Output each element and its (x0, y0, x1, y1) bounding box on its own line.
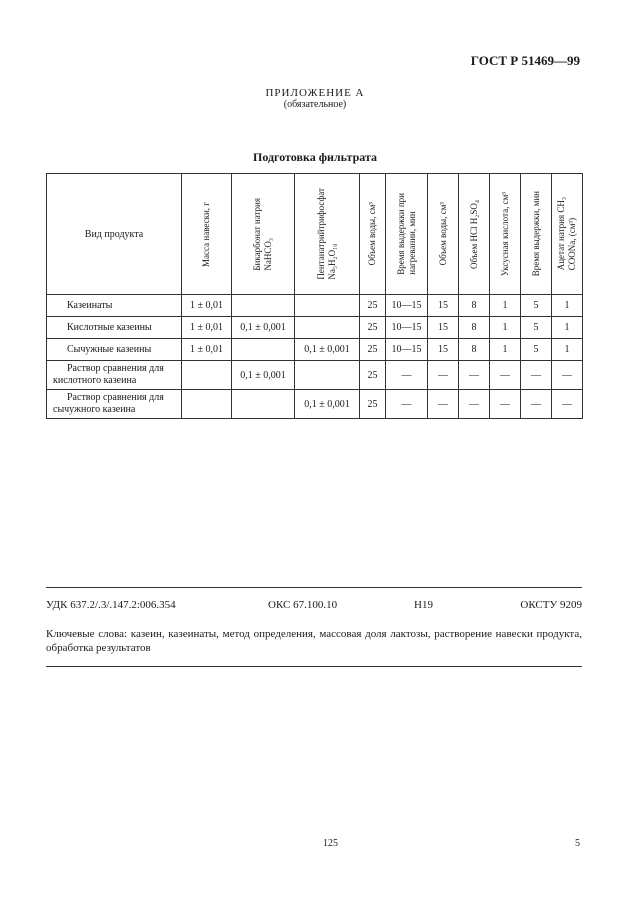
table-cell: 10—15 (386, 317, 428, 339)
table-cell: — (521, 361, 552, 390)
table-cell: 25 (360, 390, 386, 419)
table-row (47, 361, 583, 390)
table-cell: 1 (552, 317, 583, 339)
table-cell (232, 339, 295, 361)
table-cell: 25 (360, 339, 386, 361)
footer-top-rule (46, 587, 582, 588)
table-cell (182, 390, 232, 419)
page-number-center: 125 (323, 838, 338, 849)
table-cell: 0,1 ± 0,001 (295, 339, 360, 361)
row-name: Кислотные казеины (47, 317, 182, 339)
table-cell: — (490, 361, 521, 390)
table-cell: 0,1 ± 0,001 (232, 317, 295, 339)
table-cell: 5 (521, 295, 552, 317)
filtrate-table (46, 173, 583, 419)
table-cell: 1 (490, 339, 521, 361)
header-acid-volume: Объем HCl H₂SO₄ (459, 174, 490, 295)
table-row (47, 390, 583, 419)
table-cell (295, 295, 360, 317)
table-row (47, 339, 583, 361)
table-cell: — (428, 390, 459, 419)
row-name: Раствор сравнения для кислотного казеина (47, 361, 182, 390)
table-cell: 1 (552, 295, 583, 317)
okstu-code: ОКСТУ 9209 (520, 599, 582, 611)
table-cell: — (552, 390, 583, 419)
footer-bottom-rule (46, 666, 582, 667)
table-cell: — (386, 361, 428, 390)
appendix-subtitle: (обязательное) (283, 99, 347, 110)
table-cell: 15 (428, 339, 459, 361)
table-cell: 25 (360, 295, 386, 317)
table-cell (232, 390, 295, 419)
table-cell: 10—15 (386, 295, 428, 317)
table-cell (295, 317, 360, 339)
table-cell: 15 (428, 317, 459, 339)
table-cell (232, 295, 295, 317)
oks-code: ОКС 67.100.10 (268, 599, 338, 611)
table-header-row (47, 174, 583, 295)
table-cell: 1 (490, 317, 521, 339)
table-cell: 8 (459, 295, 490, 317)
table-cell: — (552, 361, 583, 390)
table-cell: — (459, 390, 490, 419)
row-name: Казеинаты (47, 295, 182, 317)
table-title: Подготовка фильтрата (253, 150, 377, 164)
keywords: Ключевые слова: казеин, казеинаты, метод определения, массовая доля лактозы, растворение навески продукта, обработка результатов (46, 628, 582, 654)
table-cell (295, 361, 360, 390)
header-sample-mass: Масса навески, г (182, 174, 232, 295)
table-cell: 15 (428, 295, 459, 317)
header-sodium-triphosphate: Пентанатрийтрифосфат Na₅H₂O₁₀ (295, 174, 360, 295)
table-cell: 25 (360, 317, 386, 339)
table-cell: 1 ± 0,01 (182, 295, 232, 317)
table-cell: 8 (459, 317, 490, 339)
table-cell: 1 ± 0,01 (182, 339, 232, 361)
header-sodium-acetate: Ацетат натрия CH₃ COONa, (см³) (552, 174, 583, 295)
page-number-right: 5 (575, 838, 580, 849)
table-cell: 1 (490, 295, 521, 317)
table-cell: 5 (521, 317, 552, 339)
standard-number: ГОСТ Р 51469—99 (470, 53, 580, 68)
header-product: Вид продукта (47, 174, 182, 295)
table-cell: — (459, 361, 490, 390)
table-cell: — (428, 361, 459, 390)
table-cell: — (490, 390, 521, 419)
table-cell: — (521, 390, 552, 419)
header-water-volume-1: Объем воды, см³ (360, 174, 386, 295)
table-cell: 8 (459, 339, 490, 361)
table-cell: 0,1 ± 0,001 (232, 361, 295, 390)
header-sodium-bicarbonate: Бикарбонат натрия NaHCO₃ (232, 174, 295, 295)
table-cell: — (386, 390, 428, 419)
table-cell: 5 (521, 339, 552, 361)
appendix-title: ПРИЛОЖЕНИЕ А (265, 87, 365, 99)
row-name: Раствор сравнения для сычужного казеина (47, 390, 182, 419)
table-cell: 1 (552, 339, 583, 361)
table-row (47, 317, 583, 339)
table-cell: 25 (360, 361, 386, 390)
header-heating-time: Время выдержки при нагревании, мин (386, 174, 428, 295)
table-cell: 10—15 (386, 339, 428, 361)
header-hold-time: Время выдержки, мин (521, 174, 552, 295)
group-code: Н19 (414, 599, 433, 611)
table-cell: 0,1 ± 0,001 (295, 390, 360, 419)
header-acetic-acid: Уксусная кислота, см³ (490, 174, 521, 295)
row-name: Сычужные казеины (47, 339, 182, 361)
table-row (47, 295, 583, 317)
table-cell (182, 361, 232, 390)
udk-code: УДК 637.2/.3/.147.2:006.354 (46, 599, 176, 611)
header-water-volume-2: Объем воды, см³ (428, 174, 459, 295)
table-cell: 1 ± 0,01 (182, 317, 232, 339)
